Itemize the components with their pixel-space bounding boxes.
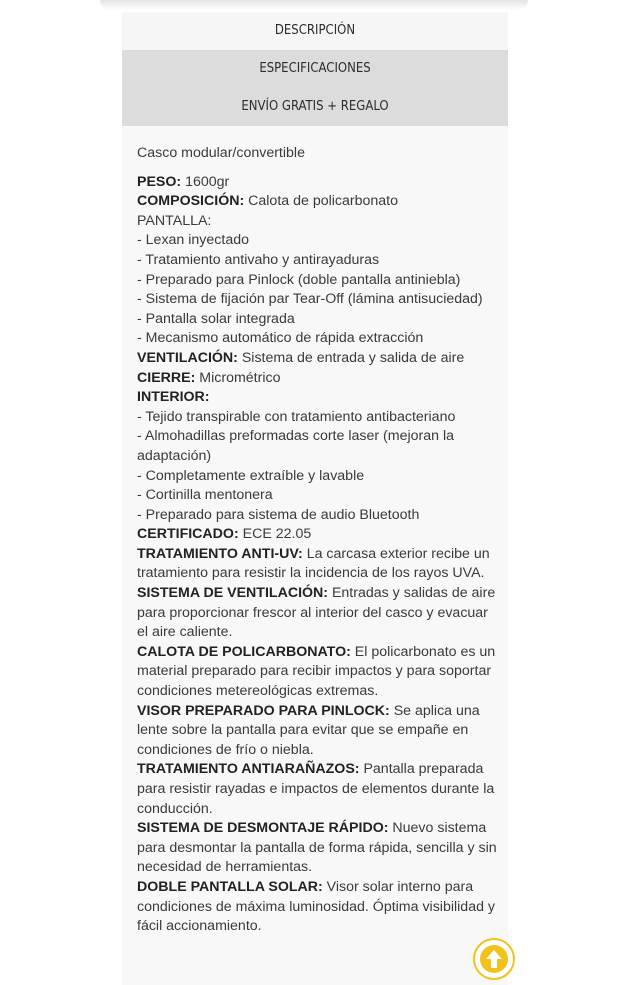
- spec-line: [137, 702, 497, 761]
- spec-line: [137, 349, 497, 369]
- spec-line: [137, 427, 497, 466]
- spec-line: [137, 819, 497, 878]
- spec-line: [137, 212, 497, 232]
- spec-line: [137, 545, 497, 584]
- spec-text: El policarbonato es un material preparado para recibir impactos y para soportar condiciones metereológicas extremas.: [137, 643, 496, 700]
- spec-line: [137, 251, 497, 271]
- spec-line: [137, 878, 497, 937]
- spec-line: [137, 467, 497, 487]
- spec-text: - Lexan inyectado: [137, 232, 249, 249]
- spec-line: [137, 486, 497, 506]
- spec-line: [137, 388, 497, 408]
- spec-text: Nuevo sistema para desmontar la pantalla de forma rápida, sencilla y sin necesidad de herramientas.: [137, 820, 497, 876]
- spec-line: [137, 643, 497, 702]
- spec-line: [137, 525, 497, 545]
- spec-text: Micrométrico: [195, 369, 281, 386]
- spec-text: Visor solar interno para condiciones de máxima luminosidad. Óptima visibilidad y fácil accionamiento.: [137, 878, 496, 935]
- spec-text: Entradas y salidas de aire para proporcionar frescor al interior del casco y evacuar el aire caliente.: [137, 585, 496, 641]
- spec-label: TRATAMIENTO ANTI-UV:: [137, 545, 303, 562]
- tab-envio-gratis[interactable]: ENVÍO GRATIS + REGALO: [122, 88, 508, 126]
- spec-line: [137, 369, 497, 389]
- tab-descripcion[interactable]: DESCRIPCIÓN: [122, 12, 508, 50]
- spec-line: [137, 584, 497, 643]
- spec-text: - Preparado para Pinlock (doble pantalla antiniebla): [137, 271, 461, 288]
- spec-text: - Mecanismo automático de rápida extracción: [137, 330, 424, 347]
- spec-text: - Cortinilla mentonera: [137, 487, 273, 504]
- description-content: [137, 144, 497, 937]
- spec-list: [137, 173, 497, 937]
- product-tabs-panel: [122, 12, 508, 985]
- top-shadow: [100, 0, 528, 10]
- spec-label: DOBLE PANTALLA SOLAR:: [137, 878, 323, 895]
- spec-text: - Pantalla solar integrada: [137, 310, 295, 327]
- spec-label: COMPOSICIÓN:: [137, 193, 245, 210]
- spec-text: - Sistema de fijación par Tear-Off (lámina antisuciedad): [137, 291, 483, 308]
- spec-line: [137, 231, 497, 251]
- spec-line: [137, 329, 497, 349]
- tab-especificaciones[interactable]: ESPECIFICACIONES: [122, 50, 508, 88]
- spec-label: VENTILACIÓN:: [137, 349, 238, 366]
- spec-text: 1600gr: [181, 173, 230, 190]
- spec-line: [137, 290, 497, 310]
- spec-label: SISTEMA DE DESMONTAJE RÁPIDO:: [137, 820, 389, 837]
- spec-line: [137, 506, 497, 526]
- spec-line: [137, 173, 497, 193]
- spec-text: - Tratamiento antivaho y antirayaduras: [137, 251, 380, 268]
- spec-text: - Almohadillas preformadas corte laser (mejoran la adaptación): [137, 428, 454, 464]
- spec-line: [137, 408, 497, 428]
- spec-text: - Preparado para sistema de audio Bluetooth: [137, 506, 420, 523]
- spec-text: Pantalla preparada para resistir rayadas e impactos de elementos durante la conducción.: [137, 761, 495, 817]
- spec-line: [137, 192, 497, 212]
- spec-label: CERTIFICADO:: [137, 526, 239, 543]
- spec-text: ECE 22.05: [238, 526, 312, 543]
- spec-text: - Completamente extraíble y lavable: [137, 467, 365, 484]
- spec-label: CALOTA DE POLICARBONATO:: [137, 643, 351, 660]
- spec-text: - Tejido transpirable con tratamiento antibacteriano: [137, 408, 456, 425]
- spec-label: VISOR PREPARADO PARA PINLOCK:: [137, 702, 390, 719]
- intro-text: Casco modular/convertible: [137, 145, 305, 161]
- spec-line: [137, 760, 497, 819]
- spec-text: La carcasa exterior recibe un tratamiento para resistir la incidencia de los rayos UVA.: [137, 545, 490, 582]
- spec-text: PANTALLA:: [137, 212, 212, 229]
- spec-label: TRATAMIENTO ANTIARAÑAZOS:: [137, 761, 360, 778]
- spec-label: INTERIOR:: [137, 389, 210, 406]
- spec-text: Se aplica una lente sobre la pantalla para evitar que se empañe en condiciones de frío o niebla.: [137, 702, 480, 758]
- spec-label: CIERRE:: [137, 369, 196, 386]
- spec-text: Sistema de entrada y salida de aire: [237, 349, 465, 366]
- spec-text: Calota de policarbonato: [244, 193, 399, 210]
- scroll-to-top-button[interactable]: [473, 938, 515, 980]
- arrow-up-icon: [479, 944, 509, 974]
- spec-line: [137, 310, 497, 330]
- spec-label: PESO:: [137, 173, 182, 190]
- spec-line: [137, 271, 497, 291]
- spec-label: SISTEMA DE VENTILACIÓN:: [137, 585, 329, 602]
